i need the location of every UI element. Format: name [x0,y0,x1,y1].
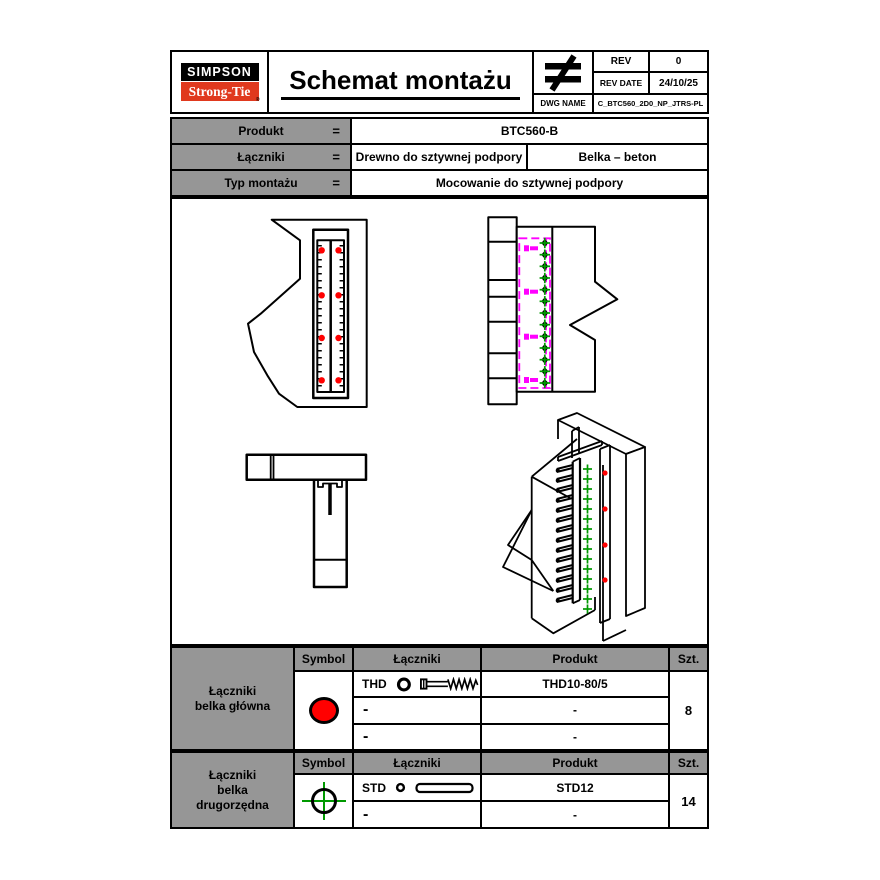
equals-sign: = [332,175,340,191]
logo-strongtie-text: Strong-Tie ® [181,82,259,101]
empty-product-cell: - [482,698,668,722]
main-beam-symbol-cell [295,672,352,749]
main-beam-fastener-table [170,646,709,751]
secondary-beam-qty: 14 [670,775,707,827]
logo-simpson-text: SIMPSON [181,63,259,81]
std-code-cell: STD [354,775,480,800]
secondary-beam-symbol-cell [295,775,352,827]
std-dowel-rungs [556,465,573,603]
crosshair-symbol-icon [300,780,348,822]
simpson-strongtie-logo [172,52,267,112]
dwg-name-value: C_BTC560_2D0_NP_JTRS-PL [594,95,707,112]
dwg-name-label: DWG NAME [534,95,592,112]
produkt-row-label: Produkt = [172,119,350,143]
rev-date-value: 24/10/25 [650,73,707,93]
plan-view-drawing [242,447,372,597]
std-dowel-icon [415,782,475,794]
rev-value: 0 [650,52,707,71]
column-header-szt: Szt. [670,753,707,773]
page-title: Schemat montażu [281,65,520,100]
thd-product-cell: THD10-80/5 [482,672,668,696]
main-beam-qty: 8 [670,672,707,749]
sheet-title-cell [269,52,532,112]
red-circle-symbol-icon [309,697,339,724]
equals-sign: = [332,123,340,139]
column-header-laczniki: Łączniki [354,648,480,670]
thd-code-cell: THD [354,672,480,696]
secondary-beam-fastener-table [170,751,709,829]
empty-code-cell: - [354,725,480,749]
front-view-drawing [242,214,372,409]
washer-icon [396,676,412,693]
title-block [170,50,709,114]
laczniki-value-beam: Belka – beton [528,145,707,169]
std-green-markers [583,465,592,614]
column-header-symbol: Symbol [295,648,352,670]
column-header-produkt: Produkt [482,648,668,670]
side-view-drawing [480,210,648,410]
drawing-area [170,197,709,646]
column-header-laczniki: Łączniki [354,753,480,773]
empty-code-cell: - [354,802,480,827]
thd-screw-icon [420,677,480,691]
equals-sign: = [332,149,340,165]
column-header-produkt: Produkt [482,753,668,773]
column-header-szt: Szt. [670,648,707,670]
empty-code-cell: - [354,698,480,722]
laczniki-value-wood: Drewno do sztywnej podpory [352,145,526,169]
typ-montazu-row-label: Typ montażu = [172,171,350,195]
std-product-cell: STD12 [482,775,668,800]
drawing-sheet [170,50,709,829]
rev-label: REV [594,52,648,71]
produkt-value: BTC560-B [352,119,707,143]
not-equal-icon [534,52,592,93]
laczniki-row-label: Łączniki = [172,145,350,169]
secondary-beam-group-label: Łączniki belka drugorzędna [172,753,293,827]
column-header-symbol: Symbol [295,753,352,773]
product-info-table [170,117,709,197]
empty-product-cell: - [482,802,668,827]
main-beam-group-label: Łączniki belka główna [172,648,293,749]
typ-montazu-value: Mocowanie do sztywnej podpory [352,171,707,195]
rev-date-label: REV DATE [594,73,648,93]
isometric-view-drawing [500,405,675,644]
empty-product-cell: - [482,725,668,749]
std-dowel-end-icon [395,782,406,793]
registered-mark: ® [255,97,260,103]
